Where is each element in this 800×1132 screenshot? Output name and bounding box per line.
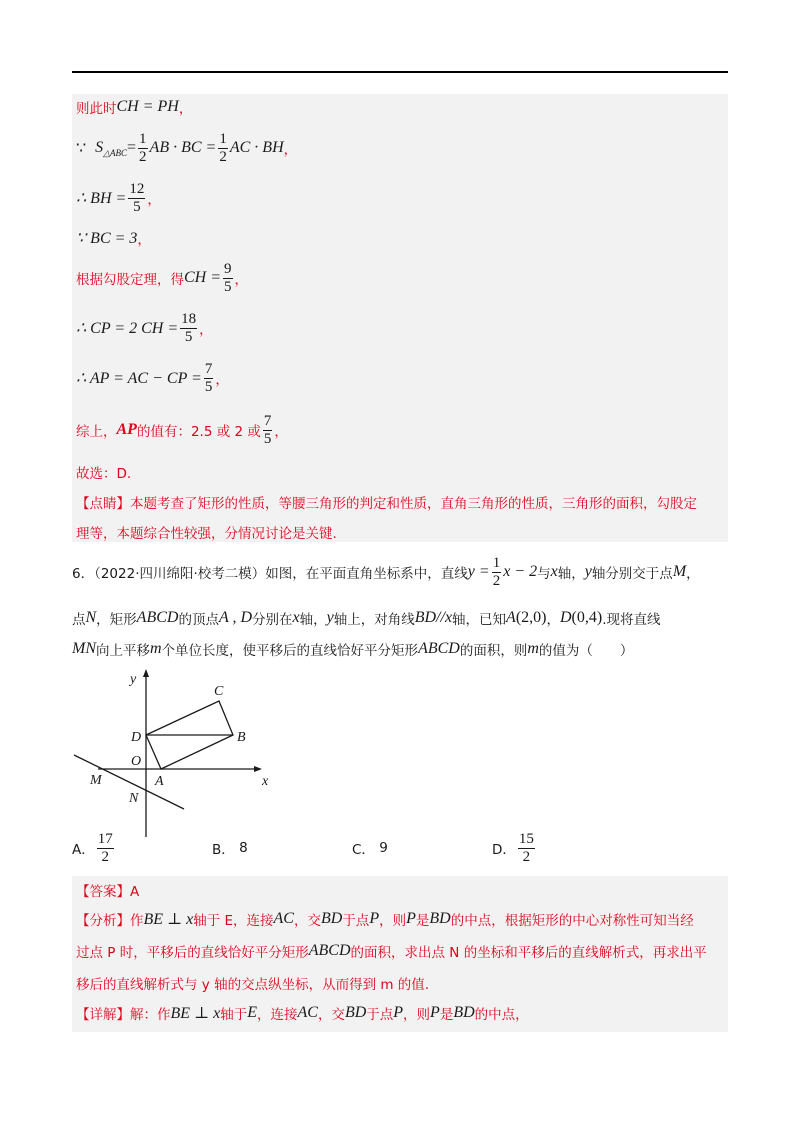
text: 轴分别交于点 <box>591 566 673 582</box>
solution-line-3 <box>76 178 161 218</box>
analysis-line-1 <box>76 908 694 930</box>
math: CH = <box>184 269 222 286</box>
text: 轴于 E，连接 <box>193 913 274 929</box>
math: (0,4) <box>571 609 603 626</box>
text: 个单位长度，使平移后的直线恰好平分矩形 <box>161 643 419 659</box>
fraction <box>223 262 233 295</box>
label-c: C <box>214 684 224 699</box>
frac-den: 5 <box>204 378 213 395</box>
text: 的值为（ ） <box>538 643 634 659</box>
text: 的顶点 <box>178 612 219 628</box>
math: M <box>672 563 687 580</box>
math: BD <box>429 910 451 927</box>
fraction <box>204 362 214 395</box>
fraction <box>492 556 502 589</box>
option-label: B． <box>212 842 235 858</box>
text: 理等，本题综合性较强，分情况讨论是关键. <box>76 526 337 542</box>
option-a[interactable] <box>72 828 116 868</box>
math: = <box>127 139 137 156</box>
math: CH = PH <box>116 98 179 115</box>
math: S <box>95 139 104 156</box>
text: 是 <box>439 1007 454 1023</box>
math: N <box>85 609 97 626</box>
frac-den: 5 <box>184 328 193 345</box>
text: ，则 <box>379 913 407 929</box>
math: AB · BC = <box>149 139 217 156</box>
text: 的中点， <box>474 1007 529 1023</box>
fraction <box>128 182 145 215</box>
text: 过点 P 时，平移后的直线恰好平分矩形 <box>76 945 309 961</box>
x-axis-arrow <box>254 766 262 772</box>
analysis-line-2 <box>76 940 707 962</box>
label-d: D <box>131 730 142 745</box>
text: 轴，已知 <box>452 612 507 628</box>
text: ， <box>215 372 229 388</box>
math: A , D <box>218 609 252 626</box>
solution-line-4 <box>76 228 151 248</box>
label-n: N <box>129 791 139 806</box>
label-m: M <box>90 773 102 788</box>
frac-num: 7 <box>204 360 213 377</box>
frac-num: 1 <box>139 130 147 147</box>
math-subscript: △ABC <box>103 147 128 158</box>
fraction <box>518 832 535 865</box>
frac-den: 5 <box>133 198 141 215</box>
text: ， <box>137 232 151 248</box>
text: ， <box>234 272 249 288</box>
option-label: A． <box>72 842 95 858</box>
option-value: 9 <box>379 840 388 856</box>
option-c[interactable] <box>352 838 388 858</box>
frac-num: 9 <box>224 260 232 277</box>
math: P <box>430 1004 440 1021</box>
text: 轴， <box>299 612 327 628</box>
math: AC · BH <box>229 139 284 156</box>
answer-line <box>76 880 139 900</box>
math: BD <box>344 1004 367 1021</box>
question-line-2 <box>72 606 661 630</box>
frac-den: 2 <box>219 148 227 165</box>
option-b[interactable] <box>212 838 248 858</box>
frac-num: 12 <box>129 180 145 197</box>
option-label: C． <box>352 842 375 858</box>
frac-num: 7 <box>263 412 272 429</box>
math: A <box>506 609 516 626</box>
text: ， <box>546 612 560 628</box>
frac-den: 2 <box>492 572 501 589</box>
text: 的中点，根据矩形的中心对称性可知当经 <box>450 913 694 929</box>
math: (2,0) <box>515 609 547 626</box>
math: BE ⊥ x <box>170 1005 221 1022</box>
frac-num: 18 <box>181 310 197 327</box>
text: ，交 <box>317 1007 345 1023</box>
question-line-3 <box>72 637 633 661</box>
detail-line-1 <box>76 1002 529 1024</box>
math: m <box>527 640 539 657</box>
text: ， <box>178 101 193 117</box>
text: 于点 <box>342 913 370 929</box>
frac-num: 15 <box>518 830 534 847</box>
frac-num: 17 <box>97 830 113 847</box>
text: 故选：D. <box>76 466 132 482</box>
fraction <box>138 132 148 165</box>
frac-den: 2 <box>139 148 147 165</box>
math: P <box>393 1004 404 1021</box>
text: 【详解】解：作 <box>76 1007 171 1023</box>
solution-line-9 <box>76 462 131 482</box>
frac-num: 1 <box>219 130 227 147</box>
text: 分别在 <box>252 612 293 628</box>
text: ， <box>274 424 288 440</box>
solution-line-8 <box>76 410 288 450</box>
option-d[interactable] <box>492 828 537 868</box>
label-b: B <box>237 730 246 745</box>
label-a: A <box>155 774 164 789</box>
math: AC <box>297 1004 318 1021</box>
math: MN <box>72 640 96 657</box>
math: ∵ <box>76 140 87 157</box>
text: 则此时 <box>76 101 117 117</box>
math: y <box>584 563 592 580</box>
text: 与 <box>537 566 551 582</box>
fraction <box>218 132 228 165</box>
math: ABCD <box>136 609 179 626</box>
fraction <box>97 832 114 865</box>
math: y = <box>467 563 490 580</box>
text: 的值有：2.5 或 2 或 <box>136 424 261 440</box>
math: E <box>247 1004 257 1021</box>
text: 移后的直线解析式与 y 轴的交点纵坐标，从而得到 m 的值. <box>76 977 430 993</box>
frac-den: 2 <box>522 848 531 865</box>
text: ， <box>199 322 213 338</box>
text: 综上， <box>76 424 117 440</box>
text: 于点 <box>366 1007 394 1023</box>
math: ∴ CP = 2 CH = <box>76 320 179 337</box>
geometry-figure <box>72 665 292 840</box>
label-y: y <box>130 672 137 687</box>
frac-den: 5 <box>224 278 232 295</box>
text: .现将直线 <box>602 612 661 628</box>
math: x − 2 <box>503 563 538 580</box>
math: y <box>326 609 334 626</box>
text: 是 <box>415 913 430 929</box>
text: ， <box>283 142 298 158</box>
text: 轴， <box>557 566 585 582</box>
header-rule <box>72 71 728 73</box>
text: ，连接 <box>256 1007 298 1023</box>
math: P <box>369 910 380 927</box>
option-value: 8 <box>239 840 248 856</box>
fraction <box>263 414 273 447</box>
math: BD <box>320 910 343 927</box>
frac-den: 2 <box>101 848 109 865</box>
comment-line-1 <box>76 492 697 512</box>
text: ， <box>147 192 161 208</box>
math: ABCD <box>418 640 460 657</box>
math: m <box>150 640 162 657</box>
solution-line-1 <box>76 97 192 117</box>
text: 根据勾股定理，得 <box>76 272 184 288</box>
math: D <box>559 609 572 626</box>
text: ，则 <box>403 1007 431 1023</box>
solution-line-5 <box>76 258 248 298</box>
math: BD <box>414 609 437 626</box>
text: 6．（2022·四川绵阳·校考二模）如图，在平面直角坐标系中，直线 <box>72 566 468 582</box>
text: 点 <box>72 612 86 628</box>
comment-line-2 <box>76 522 337 542</box>
question-line-1 <box>72 552 700 592</box>
text: 的面积，求出点 N 的坐标和平移后的直线解析式，再求出平 <box>350 945 707 961</box>
math: x <box>550 563 558 580</box>
analysis-line-3 <box>76 972 429 994</box>
math: ∴ BH = <box>76 190 127 207</box>
text: 【答案】A <box>76 884 140 900</box>
math: P <box>406 910 416 927</box>
label-o: O <box>131 754 142 769</box>
frac-den: 5 <box>263 430 272 447</box>
solution-line-7 <box>76 358 229 398</box>
text: 轴于 <box>220 1007 248 1023</box>
fraction <box>180 312 197 345</box>
text: 轴上，对角线 <box>333 612 415 628</box>
math: x <box>444 609 453 626</box>
math: AP <box>116 421 137 438</box>
math: AC <box>273 910 294 927</box>
math: ∴ AP = AC − CP = <box>76 370 202 387</box>
solution-line-6 <box>76 308 213 348</box>
text: 【点睛】本题考查了矩形的性质，等腰三角形的判定和性质，直角三角形的性质，三角形的面积，勾股定 <box>76 496 697 512</box>
text: 向上平移 <box>96 643 150 659</box>
text: 【分析】作 <box>76 913 144 929</box>
option-label: D． <box>492 842 516 858</box>
math: BE ⊥ x <box>143 911 194 928</box>
label-x: x <box>262 774 269 789</box>
text: ，矩形 <box>96 612 137 628</box>
math: ABCD <box>308 942 351 959</box>
frac-num: 1 <box>492 554 501 571</box>
text: 的面积，则 <box>459 643 528 659</box>
solution-line-2 <box>76 128 297 168</box>
y-axis-arrow <box>143 669 149 677</box>
math: ∵ BC = 3 <box>76 230 138 247</box>
text: ， <box>686 566 700 582</box>
math: BD <box>453 1004 475 1021</box>
math: x <box>292 609 300 626</box>
math: // <box>436 609 445 626</box>
text: ，交 <box>293 913 321 929</box>
